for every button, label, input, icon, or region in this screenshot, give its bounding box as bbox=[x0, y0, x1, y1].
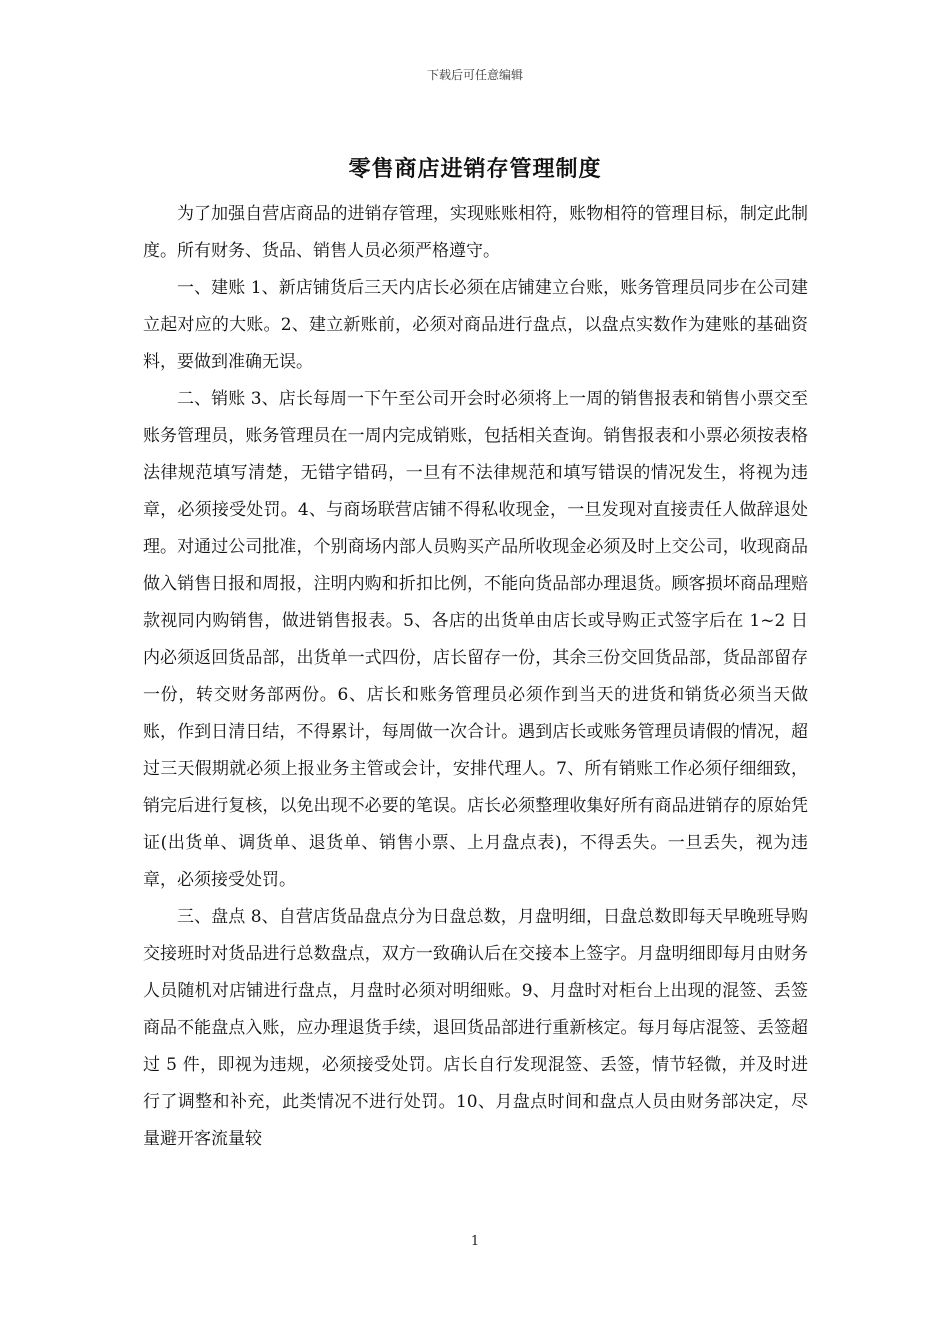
paragraph-intro: 为了加强自营店商品的进销存管理，实现账账相符，账物相符的管理目标，制定此制度。所有财务、货品、销售人员必须严格遵守。 bbox=[143, 204, 808, 261]
paragraph-section-1-accounts: 一、建账 1、新店铺货后三天内店长必须在店铺建立台账，账务管理员同步在公司建立起对应的大账。2、建立新账前，必须对商品进行盘点，以盘点实数作为建账的基础资料，要做到准确无误。 bbox=[143, 278, 808, 372]
paragraph-section-2-sales: 二、销账 3、店长每周一下午至公司开会时必须将上一周的销售报表和销售小票交至账务管理员，账务管理员在一周内完成销账，包括相关查询。销售报表和小票必须按表格法律规范填写清楚，无错字错码，一旦有不法律规范和填写错误的情况发生，将视为违章，必须接受处罚。4、与商场联营店铺不得私收现金，一旦发现对直接责任人做辞退处理。对通过公司批准，个别商场内部人员购买产品所收现金必须及时上交公司，收现商品做入销售日报和周报，注明内购和折扣比例，不能向货品部办理退货。顾客损坏商品理赔款视同内购销售，做进销售报表。5、各店的出货单由店长或导购正式签字后在 1~2 日内必须返回货品部，出货单一式四份，店长留存一份，其余三份交回货品部，货品部留存一份，转交财务部两份。6、店长和账务管理员必须作到当天的进货和销货必须当天做账，作到日清日结，不得累计，每周做一次合计。遇到店长或账务管理员请假的情况，超过三天假期就必须上报业务主管或会计，安排代理人。7、所有销账工作必须仔细细致，销完后进行复核，以免出现不必要的笔误。店长必须整理收集好所有商品进销存的原始凭证(出货单、调货单、退货单、销售小票、上月盘点表)，不得丢失。一旦丢失，视为违章，必须接受处罚。 bbox=[143, 389, 808, 890]
paragraph-section-3-inventory: 三、盘点 8、自营店货品盘点分为日盘总数，月盘明细，日盘总数即每天早晚班导购交接班时对货品进行总数盘点，双方一致确认后在交接本上签字。月盘明细即每月由财务人员随机对店铺进行盘点，月盘时必须对明细账。9、月盘时对柜台上出现的混签、丢签商品不能盘点入账，应办理退货手续，退回货品部进行重新核定。每月每店混签、丢签超过 5 件，即视为违规，必须接受处罚。店长自行发现混签、丢签，情节轻微，并及时进行了调整和补充，此类情况不进行处罚。10、月盘点时间和盘点人员由财务部决定，尽量避开客流量较 bbox=[143, 907, 808, 1149]
document-body bbox=[143, 196, 808, 1158]
header-note: 下载后可任意编辑 bbox=[426, 68, 523, 82]
page-title: 零售商店进销存管理制度 bbox=[348, 156, 602, 182]
page-number: 1 bbox=[470, 1234, 480, 1249]
